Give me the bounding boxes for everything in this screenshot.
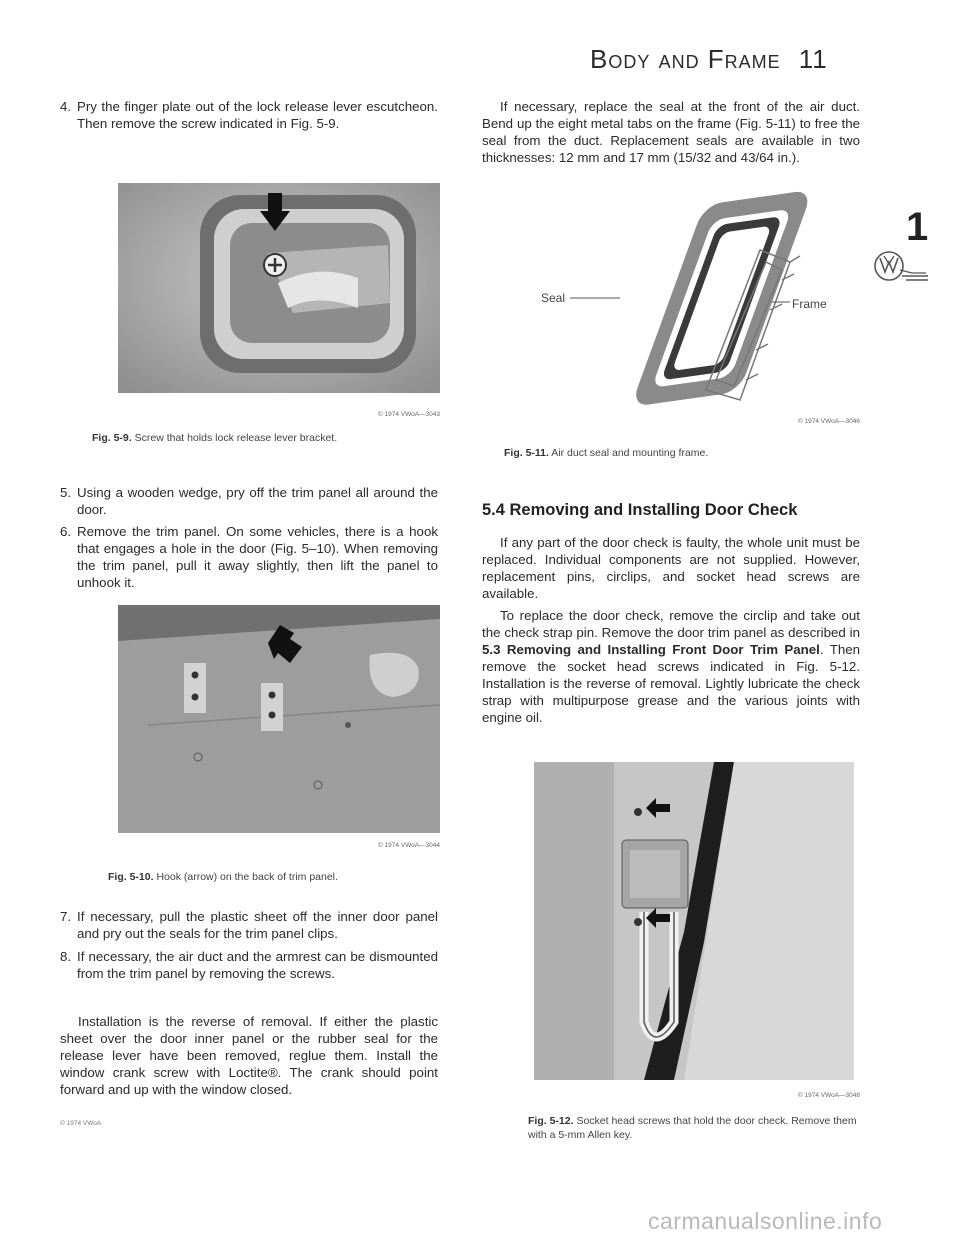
fig-5-9-caption: Fig. 5-9. Screw that holds lock release lever bracket. [92, 432, 338, 444]
chapter-marker: 1 [906, 205, 929, 249]
fig-5-12-photo [534, 762, 854, 1080]
step-4: 4. Pry the finger plate out of the lock release lever escutcheon. Then remove the screw indicated in Fig. 5-9. [60, 99, 438, 131]
fig-5-10-credit: © 1974 VWoA—3044 [377, 842, 440, 849]
fig-5-12-credit: © 1974 VWoA—3048 [797, 1092, 860, 1099]
step-7: 7. If necessary, pull the plastic sheet off the inner door panel and pry out the seals for the trim panel clips. [60, 909, 438, 941]
fig-5-11-caption: Fig. 5-11. Air duct seal and mounting frame. [504, 447, 709, 459]
watermark: carmanualsonline.info [648, 1208, 883, 1234]
door-check-paragraph-1: If any part of the door check is faulty, the whole unit must be replaced. Individual components are not supplied. However, replacement pins, circlips, and socket head screws are available. [482, 535, 860, 601]
fig-5-11-frame-label: Frame [792, 297, 827, 311]
footer-credit: © 1974 VWoA [60, 1120, 102, 1127]
step-6: 6. Remove the trim panel. On some vehicles, there is a hook that engages a hole in the door (Fig. 5–10). When removing the trim panel, pull it away slightly, then lift the panel to unhook it. [60, 524, 438, 590]
seal-paragraph: If necessary, replace the seal at the front of the air duct. Bend up the eight metal tabs on the frame (Fig. 5-11) to free the seal from the duct. Replacement seals are available in two thicknesses: 12 mm and 17 mm (15/32 and 43/64 in.). [482, 99, 860, 165]
fig-5-10-caption: Fig. 5-10. Hook (arrow) on the back of trim panel. [108, 871, 338, 883]
step-8: 8. If necessary, the air duct and the armrest can be dismounted from the trim panel by removing the screws. [60, 949, 438, 981]
door-check-paragraph-2: To replace the door check, remove the circlip and take out the check strap pin. Remove the door trim panel as described in 5.3 Removing and Installing Front Door Trim Panel. Then remove the socket head screws indicated in Fig. 5-12. Installation is the reverse of removal. Lightly lubricate the check strap with multipurpose grease and the various joints with engine oil. [482, 608, 861, 725]
page-number: 11 [798, 44, 828, 74]
fig-5-9-credit: © 1974 VWoA—3043 [377, 411, 440, 418]
header-title: Body and Frame [590, 44, 781, 74]
installation-paragraph: Installation is the reverse of removal. If either the plastic sheet over the door inner panel or the rubber seal for the release lever have been removed, reglue them. Install the window crank screw with Loctite®. The crank should point forward and up with the window closed. [60, 1014, 438, 1097]
step-5: 5. Using a wooden wedge, pry off the trim panel all around the door. [60, 485, 438, 517]
fig-5-12-caption: Fig. 5-12. Socket head screws that hold the door check. Remove them with a 5-mm Allen key. [528, 1115, 857, 1141]
page-header [590, 44, 828, 75]
section-heading: 5.4 Removing and Installing Door Check [482, 501, 798, 519]
step-4-text: Pry the finger plate out of the lock release lever escutcheon. Then remove the screw indicated in Fig. 5-9. [77, 99, 438, 131]
fig-5-11-seal-label: Seal [541, 291, 566, 305]
vw-logo-icon [872, 248, 930, 288]
fig-5-9-photo [118, 183, 440, 393]
fig-5-11-credit: © 1974 VWoA—3046 [797, 418, 860, 425]
cross-reference: 5.3 Removing and Installing Front Door Trim Panel [482, 642, 820, 657]
fig-5-10-photo [118, 605, 440, 833]
